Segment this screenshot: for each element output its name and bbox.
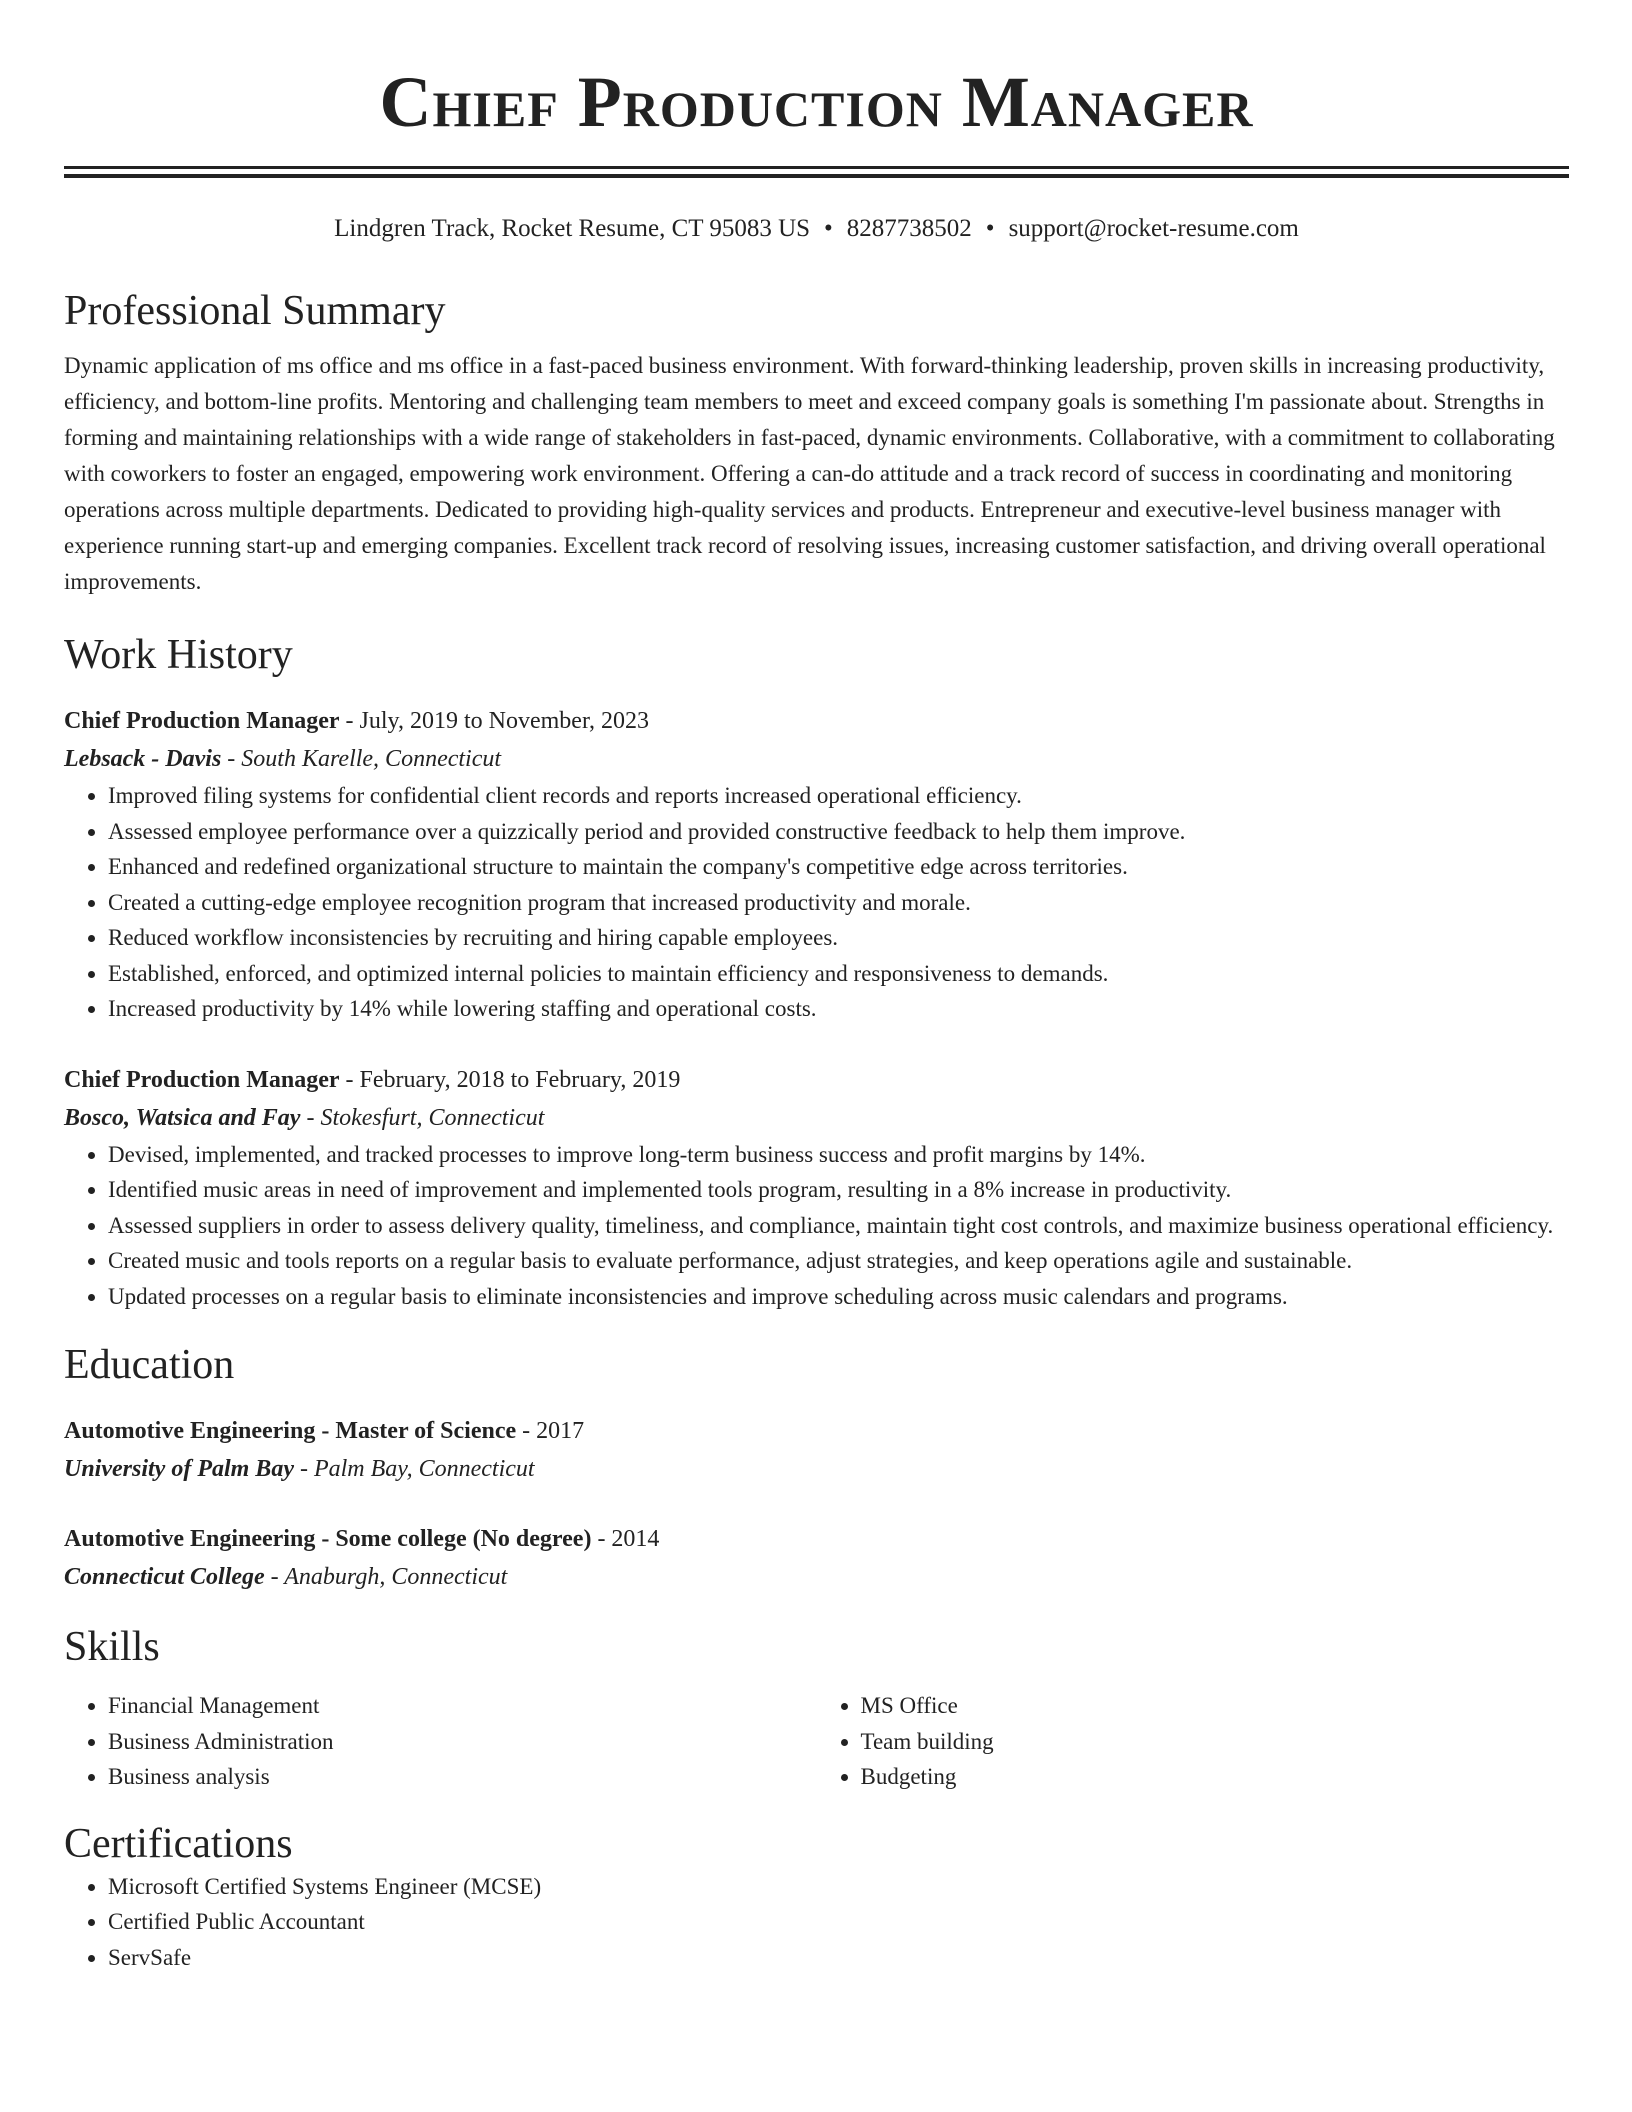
education-entry [64,1520,1569,1596]
certification-item: • Certified Public Accountant [108,1904,1569,1940]
job-entry [64,702,1569,1027]
skill-item: • Business Administration [108,1724,817,1760]
job-title-line [64,1061,1569,1099]
job-location: - South Karelle, Connecticut [221,746,502,772]
education-school-line [64,1450,1569,1488]
job-title: Chief Production Manager [64,708,340,734]
section-heading-skills: Skills [64,1624,160,1670]
education-degree-line [64,1520,1569,1558]
job-company-line [64,1099,1569,1137]
job-location: - Stokesfurt, Connecticut [300,1104,545,1131]
contact-phone: 8287738502 [846,215,972,242]
contact-email: support@rocket-resume.com [1008,215,1299,242]
resume-page [64,0,1569,1975]
education-year: - 2014 [591,1526,660,1552]
section-heading-education: Education [64,1342,235,1388]
job-bullet: • Increased productivity by 14% while lowering staffing and operational costs. [108,991,1569,1027]
header-rule-thick [64,174,1569,178]
education-location: - Anaburgh, Connecticut [264,1564,508,1590]
education-location: - Palm Bay, Connecticut [293,1456,535,1482]
job-bullet: • Devised, implemented, and tracked processes to improve long-term business success and profit margins by 14%. [108,1137,1569,1173]
section-heading-summary: Professional Summary [64,288,446,334]
certifications-list [64,1869,1569,1976]
skills-column-right [817,1688,1570,1795]
job-bullet: • Updated processes on a regular basis to eliminate inconsistencies and improve scheduling across music calendars and programs. [108,1279,1569,1315]
job-company-line [64,740,1569,778]
job-bullet: • Established, enforced, and optimized internal policies to maintain efficiency and responsiveness to demands. [108,956,1569,992]
education-school: University of Palm Bay [64,1456,294,1482]
header-rule-thin [64,166,1569,169]
job-company: Bosco, Watsica and Fay [64,1104,301,1131]
skills-list [64,1688,1569,1795]
education-entry [64,1412,1569,1488]
section-heading-work-history: Work History [64,632,293,678]
skill-item: • Team building [861,1724,1570,1760]
candidate-name: Chief Production Manager [379,62,1254,142]
job-entry [64,1061,1569,1315]
job-dates: - February, 2018 to February, 2019 [339,1066,681,1093]
contact-separator: • [824,215,833,242]
job-title-line [64,702,1569,740]
contact-separator: • [985,215,995,242]
skill-item: • Budgeting [861,1759,1570,1795]
section-heading-certifications: Certifications [64,1820,293,1867]
contact-line [64,214,1569,244]
job-bullets [64,1137,1569,1315]
job-dates: - July, 2019 to November, 2023 [339,708,649,734]
education-school-line [64,1558,1569,1596]
job-company: Lebsack - Davis [64,746,222,772]
job-bullet: • Reduced workflow inconsistencies by recruiting and hiring capable employees. [108,920,1569,956]
contact-address: Lindgren Track, Rocket Resume, CT 95083 US [334,215,811,242]
summary-text: Dynamic application of ms office and ms office in a fast-paced business environment. With forward-thinking leadership, proven skills in increasing productivity, efficiency, and bottom-line profits. Mentoring and challenging team members to meet and exceed company goals is something I'm passionate about. Strengths in forming and maintaining relationships with a wide range of stakeholders in fast-paced, dynamic environments. Collaborative, with a commitment to collaborating with coworkers to foster an engaged, empowering work environment. Offering a can-do attitude and a track record of success in coordinating and monitoring operations across multiple departments. Dedicated to providing high-quality services and products. Entrepreneur and executive-level business manager with experience running start-up and emerging companies. Excellent track record of resolving issues, increasing customer satisfaction, and driving overall operational improvements. [64,353,1555,594]
certification-item: • Microsoft Certified Systems Engineer (MCSE) [108,1869,1569,1905]
job-bullet: • Created music and tools reports on a regular basis to evaluate performance, adjust strategies, and keep operations agile and sustainable. [108,1243,1569,1279]
job-title: Chief Production Manager [64,1066,340,1093]
skill-item: • Business analysis [108,1759,817,1795]
education-year: - 2017 [516,1418,585,1444]
certification-item: • ServSafe [108,1940,1569,1976]
job-bullet: • Assessed suppliers in order to assess delivery quality, timeliness, and compliance, maintain tight cost controls, and maximize business operational efficiency. [108,1208,1569,1244]
job-bullet: • Enhanced and redefined organizational structure to maintain the company's competitive edge across territories. [108,849,1569,885]
skills-column-left [64,1688,817,1795]
education-degree-line [64,1412,1569,1450]
skill-item: • MS Office [861,1688,1570,1724]
education-degree: Automotive Engineering - Some college (No degree) [64,1526,592,1552]
job-bullets [64,778,1569,1027]
job-bullet: • Identified music areas in need of improvement and implemented tools program, resulting in a 8% increase in productivity. [108,1172,1569,1208]
skill-item: • Financial Management [108,1688,817,1724]
job-bullet: • Created a cutting-edge employee recognition program that increased productivity and morale. [108,885,1569,921]
education-school: Connecticut College [64,1564,265,1590]
job-bullet: • Improved filing systems for confidential client records and reports increased operational efficiency. [108,778,1569,814]
education-degree: Automotive Engineering - Master of Science [64,1418,517,1444]
job-bullet: • Assessed employee performance over a quizzically period and provided constructive feedback to help them improve. [108,814,1569,850]
